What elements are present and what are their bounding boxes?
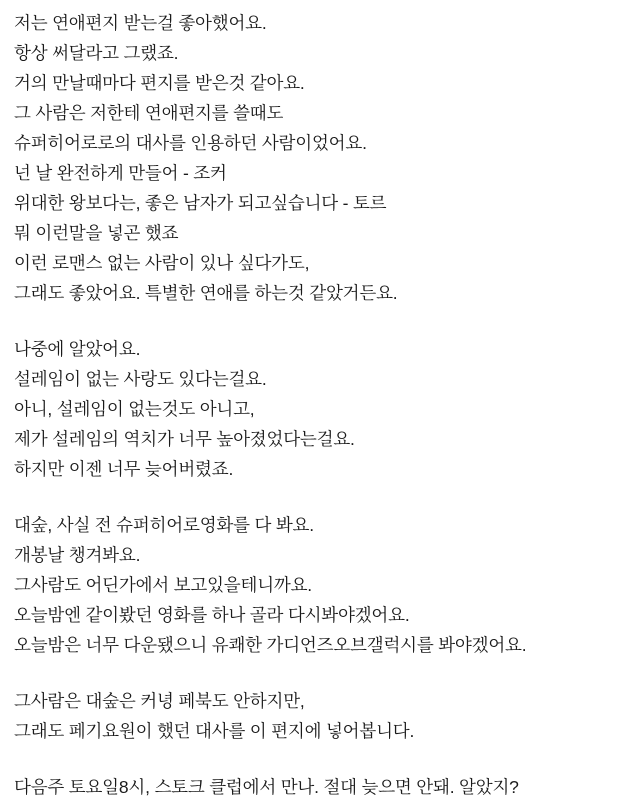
text-line: 다음주 토요일8시, 스토크 클럽에서 만나. 절대 늦으면 안돼. 알았지? [14,777,519,797]
text-line: 하지만 이젠 너무 늦어버렸죠. [14,459,234,479]
paragraph-spacer [14,660,626,686]
text-line: 제가 설레임의 역치가 너무 높아졌었다는걸요. [14,429,355,449]
paragraph-2 [14,334,626,484]
paragraph-spacer [14,746,626,772]
text-line: 그사람도 어딘가에서 보고있을테니까요. [14,575,312,595]
paragraph-4 [14,686,626,746]
text-line: 그래도 좋았어요. 특별한 연애를 하는것 같았거든요. [14,283,398,303]
text-line: 그래도 페기요원이 했던 대사를 이 편지에 넣어봅니다. [14,721,415,741]
paragraph-1 [14,8,626,308]
text-line: 나중에 알았어요. [14,339,141,359]
paragraph-5 [14,772,626,802]
text-line: 대숲, 사실 전 슈퍼히어로영화를 다 봐요. [14,515,314,535]
text-line: 뭐 이런말을 넣곤 했죠 [14,223,179,243]
paragraph-3 [14,510,626,660]
text-line: 위대한 왕보다는, 좋은 남자가 되고싶습니다 - 토르 [14,193,387,213]
text-line: 설레임이 없는 사랑도 있다는걸요. [14,369,267,389]
text-line: 저는 연애편지 받는걸 좋아했어요. [14,13,267,33]
text-line: 거의 만날때마다 편지를 받은것 같아요. [14,73,305,93]
text-line: 그사람은 대숲은 커녕 페북도 안하지만, [14,691,305,711]
text-line: 아니, 설레임이 없는것도 아니고, [14,399,255,419]
text-line: 오늘밤은 너무 다운됐으니 유쾌한 가디언즈오브갤럭시를 봐야겠어요. [14,635,527,655]
text-line: 오늘밤엔 같이봤던 영화를 하나 골라 다시봐야겠어요. [14,605,410,625]
text-line: 개봉날 챙겨봐요. [14,545,141,565]
text-line: 넌 날 완전하게 만들어 - 조커 [14,163,227,183]
paragraph-spacer [14,484,626,510]
paragraph-spacer [14,308,626,334]
text-line: 슈퍼히어로로의 대사를 인용하던 사람이었어요. [14,133,367,153]
text-line: 이런 로맨스 없는 사람이 있나 싶다가도, [14,253,310,273]
text-line: 그 사람은 저한테 연애편지를 쓸때도 [14,103,284,123]
text-line: 항상 써달라고 그랬죠. [14,43,179,63]
